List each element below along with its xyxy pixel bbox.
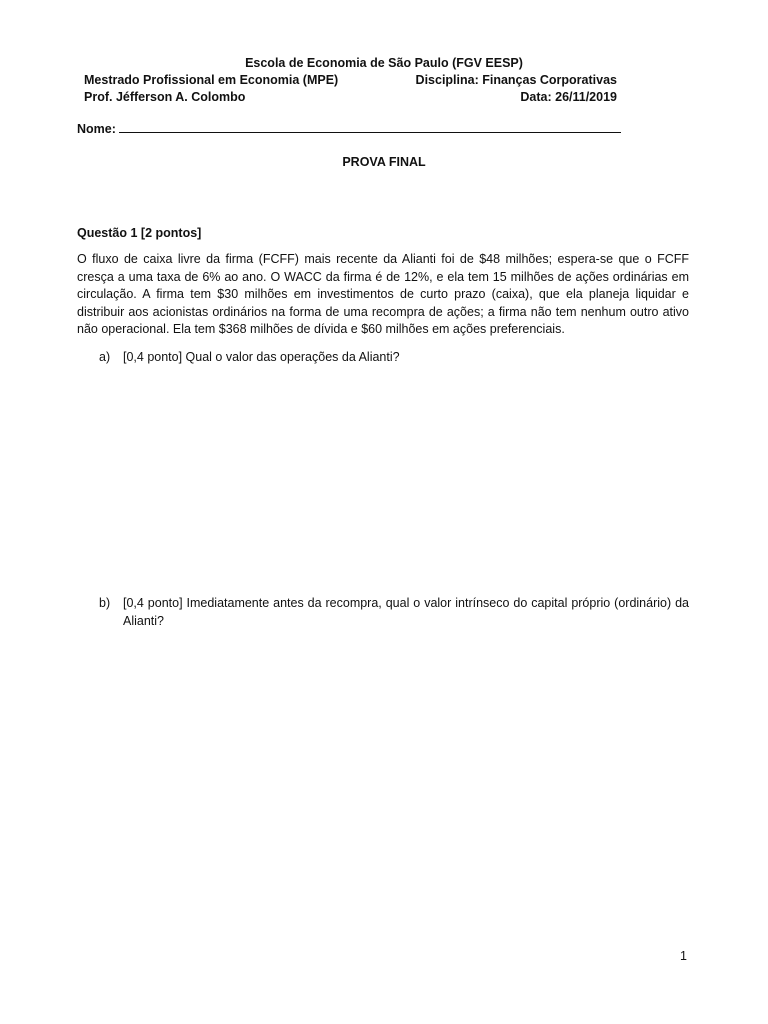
question-1-body: O fluxo de caixa livre da firma (FCFF) mais recente da Alianti foi de $48 milhões; espera-se que o FCFF cresça a uma taxa de 6% ao ano. O WACC da firma é de 12%, e ela tem 15 milhões de ações ordinárias em circulação. A firma tem $30 milhões em investimentos de curto prazo (caixa), que ela planeja liquidar e distribuir aos acionistas ordinários na forma de uma recompra de ações; a firma não tem nenhum outro ativo não operacional. Ela tem $368 milhões de dívida e $60 milhões em ações preferenciais.: [77, 252, 689, 337]
exam-title: PROVA FINAL: [342, 155, 426, 169]
exam-date: Data: 26/11/2019: [520, 90, 617, 104]
question-item-b: [99, 595, 689, 630]
item-letter-b: b): [99, 596, 111, 610]
name-field: [77, 121, 621, 137]
item-text-b: [0,4 ponto] Imediatamente antes da recompra, qual o valor intrínseco do capital próprio (ordinário) da Alianti?: [123, 596, 689, 628]
name-label: Nome:: [77, 122, 116, 136]
question-1-heading: Questão 1 [2 pontos]: [77, 226, 202, 240]
program-name: Mestrado Profissional em Economia (MPE): [84, 73, 339, 87]
discipline-name: Disciplina: Finanças Corporativas: [415, 73, 617, 87]
question-item-a: [99, 349, 689, 367]
item-text-a: [0,4 ponto] Qual o valor das operações da Alianti?: [123, 350, 400, 364]
item-letter-a: a): [99, 350, 111, 364]
name-blank-line[interactable]: [119, 121, 621, 133]
page-number: 1: [680, 949, 687, 963]
school-name: Escola de Economia de São Paulo (FGV EESP): [245, 56, 523, 70]
professor-name: Prof. Jéfferson A. Colombo: [84, 90, 246, 104]
